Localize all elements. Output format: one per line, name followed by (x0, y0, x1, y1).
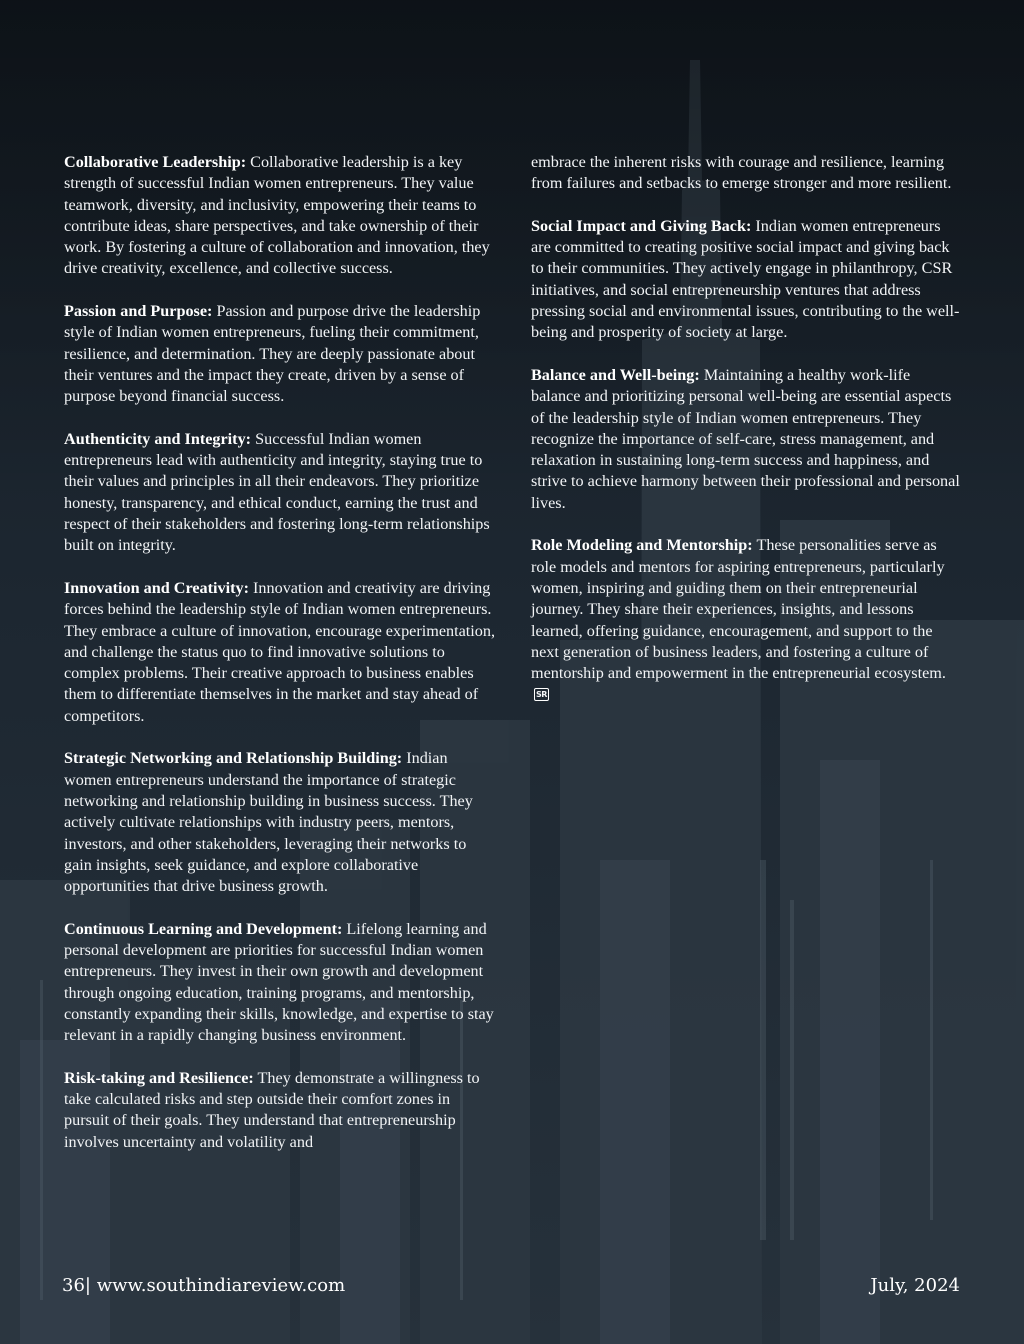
paragraph-balance-wellbeing (531, 365, 963, 514)
paragraph-heading: Strategic Networking and Relationship Building: (64, 749, 403, 768)
paragraph-body: Indian women entrepreneurs understand the importance of strategic networking and relationship building in business success. They actively cultivate relationships with industry peers, mentors, investors, and other stakeholders, leveraging their networks to gain insights, seek guidance, and explore collaborative opportunities that drive business growth. (64, 749, 473, 896)
paragraph-body: embrace the inherent risks with courage and resilience, learning from failures and setbacks to emerge stronger and more resilient. (531, 153, 952, 193)
paragraph-heading: Collaborative Leadership: (64, 153, 247, 171)
paragraph-risk-taking-continued (531, 152, 963, 195)
paragraph-risk-taking (64, 1068, 496, 1153)
paragraph-strategic-networking (64, 748, 496, 897)
right-article-column (531, 152, 963, 727)
paragraph-role-modeling (531, 535, 963, 705)
paragraph-body: Indian women entrepreneurs are committed to creating positive social impact and giving back to their communities. They actively engage in philanthropy, CSR initiatives, and social entrepreneurship ventures that address pressing social and environmental issues, contributing to the well-being and prosperity of society at large. (531, 216, 960, 342)
paragraph-authenticity-integrity (64, 429, 496, 557)
paragraph-collaborative-leadership (64, 152, 496, 280)
paragraph-body: Maintaining a healthy work-life balance and prioritizing personal well-being are essential aspects of the leadership style of Indian women entrepreneurs. They recognize the importance of self-care, stress management, and relaxation in sustaining long-term success and happiness, and strive to achieve harmony between their professional and personal lives. (531, 365, 960, 512)
paragraph-innovation-creativity (64, 578, 496, 727)
paragraph-body: Successful Indian women entrepreneurs lead with authenticity and integrity, staying true to their values and principles in all their endeavors. They prioritize honesty, transparency, and ethical conduct, earning the trust and respect of their stakeholders and fostering long-term relationships built on integrity. (64, 429, 490, 555)
paragraph-heading: Balance and Well-being: (531, 365, 700, 384)
footer-page-number-website: 36| www.southindiareview.com (62, 1275, 346, 1296)
left-article-column (64, 152, 496, 1174)
paragraph-heading: Authenticity and Integrity: (64, 429, 252, 448)
footer-issue-date: July, 2024 (870, 1275, 960, 1296)
paragraph-body: They demonstrate a willingness to take calculated risks and step outside their comfort zones in pursuit of their goals. They understand that entrepreneurship involves uncertainty and volatility and (64, 1068, 480, 1151)
paragraph-continuous-learning (64, 919, 496, 1047)
paragraph-body: Innovation and creativity are driving forces behind the leadership style of Indian women entrepreneurs. They embrace a culture of innovation, encourage experimentation, and challenge the status quo to find innovative solutions to complex problems. Their creative approach to business enables them to differentiate themselves in the market and stay ahead of competitors. (64, 578, 496, 725)
paragraph-heading: Passion and Purpose: (64, 302, 213, 321)
paragraph-heading: Social Impact and Giving Back: (531, 216, 752, 235)
paragraph-heading: Continuous Learning and Development: (64, 919, 343, 938)
paragraph-body: Lifelong learning and personal development are priorities for successful Indian women entrepreneurs. They invest in their own growth and development through ongoing education, training programs, and mentorship, constantly expanding their skills, knowledge, and expertise to stay relevant in a rapidly changing business environment. (64, 919, 494, 1045)
paragraph-heading: Risk-taking and Resilience: (64, 1068, 254, 1087)
paragraph-body: Collaborative leadership is a key strength of successful Indian women entrepreneurs. They value teamwork, diversity, and inclusivity, empowering their teams to contribute ideas, share perspectives, and take ownership of their work. By fostering a culture of collaboration and innovation, they drive creativity, excellence, and collective success. (64, 153, 490, 278)
paragraph-body: These personalities serve as role models and mentors for aspiring entrepreneurs, particularly women, inspiring and guiding them on their entrepreneurial journey. They share their experiences, insights, and lessons learned, offering guidance, encouragement, and support to the next generation of business leaders, and fostering a culture of mentorship and empowerment in the entrepreneurial ecosystem. (531, 536, 946, 683)
paragraph-body: Passion and purpose drive the leadership style of Indian women entrepreneurs, fueling their commitment, resilience, and determination. They are deeply passionate about their ventures and the impact they create, driven by a sense of purpose beyond financial success. (64, 302, 481, 406)
paragraph-passion-purpose (64, 301, 496, 407)
paragraph-social-impact (531, 216, 963, 344)
paragraph-heading: Innovation and Creativity: (64, 578, 249, 597)
paragraph-heading: Role Modeling and Mentorship: (531, 536, 753, 555)
sr-end-mark-icon: SR (536, 690, 547, 700)
